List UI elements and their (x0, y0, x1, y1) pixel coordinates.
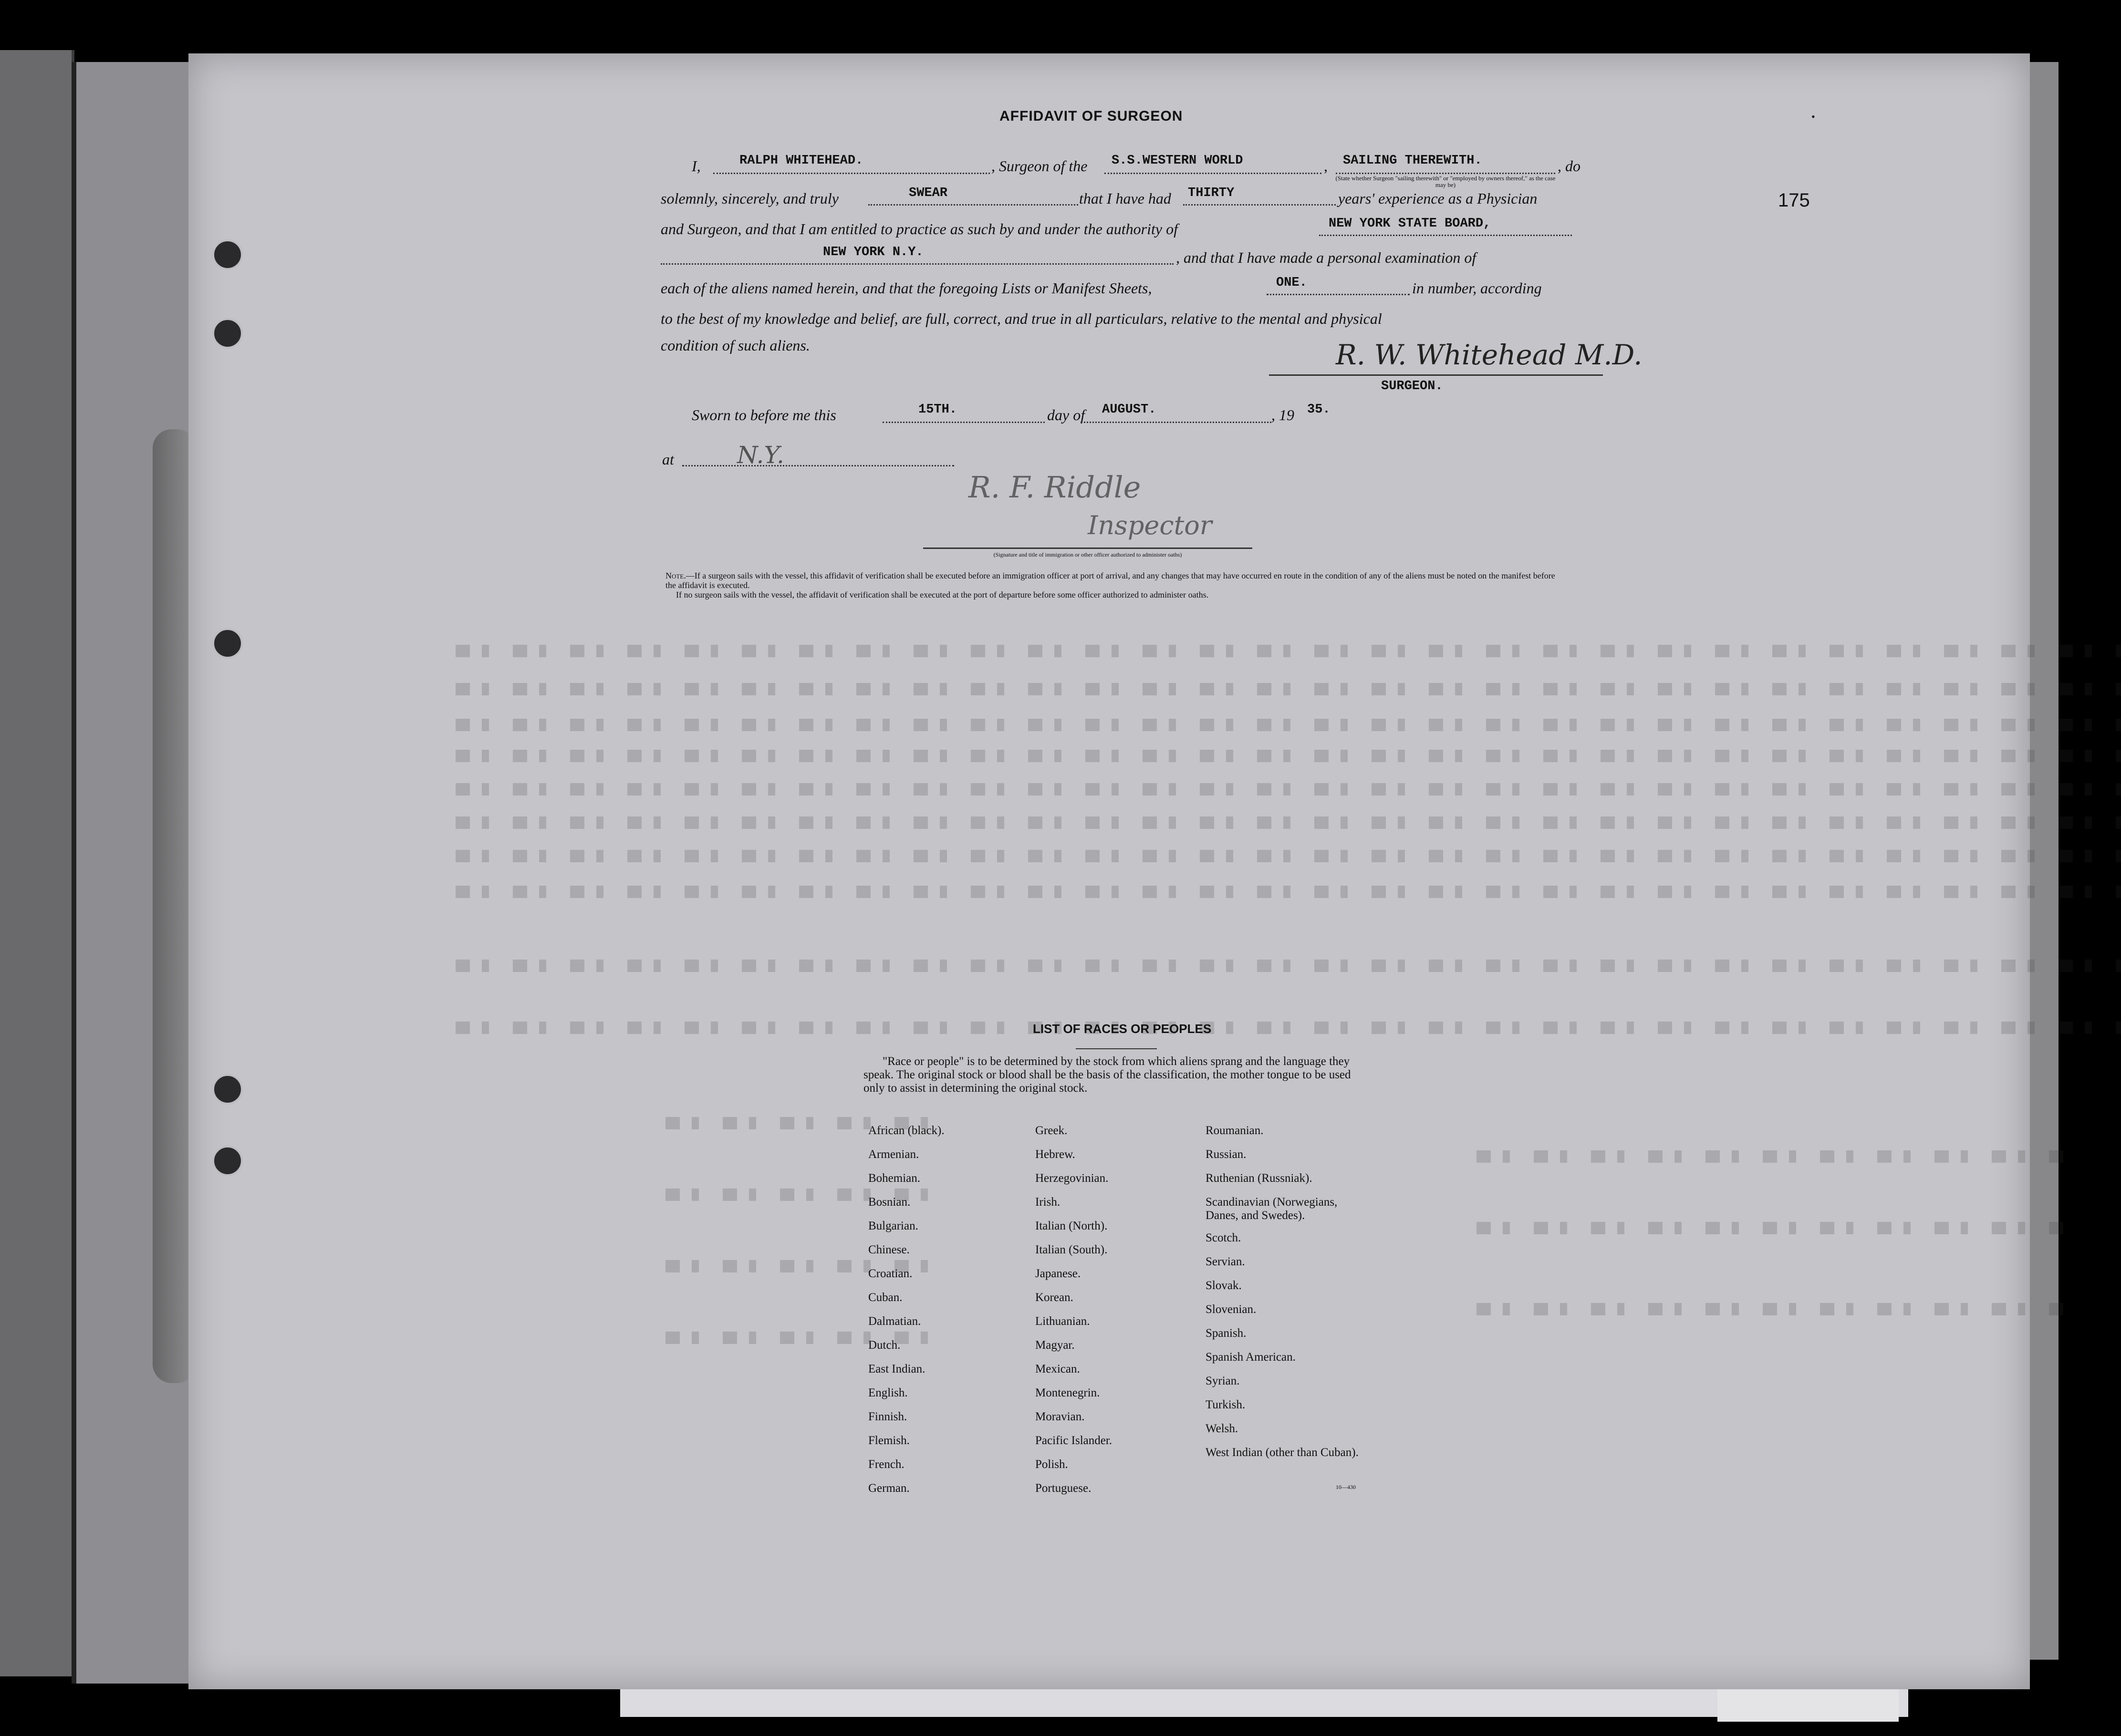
races-title: LIST OF RACES OR PEOPLES (1033, 1022, 1212, 1036)
race-item: Irish. (1035, 1196, 1060, 1209)
punch-hole (212, 239, 243, 270)
race-item: Armenian. (868, 1148, 919, 1161)
line7: condition of such aliens. (661, 337, 810, 354)
bleed-through-row (456, 960, 2121, 972)
race-item: Finnish. (868, 1410, 907, 1423)
note-lead: Note. (665, 571, 686, 580)
race-item: Bohemian. (868, 1172, 921, 1185)
race-item: Polish. (1035, 1458, 1068, 1471)
race-item: French. (868, 1458, 905, 1471)
line2-prefix: solemnly, sincerely, and truly (661, 190, 839, 207)
surgeon-name-line (713, 173, 990, 174)
binder-strip (0, 50, 74, 1676)
race-item: Turkish. (1206, 1398, 1246, 1411)
race-item: Pacific Islander. (1035, 1434, 1112, 1447)
status-value: SAILING THEREWITH. (1343, 154, 1482, 168)
authority-line (1319, 235, 1572, 236)
year-value: 35. (1307, 403, 1331, 417)
line5-suffix: in number, according (1412, 279, 1542, 297)
bleed-through-row (456, 683, 2121, 695)
race-item: Scotch. (1206, 1231, 1241, 1244)
race-item: Syrian. (1206, 1374, 1240, 1387)
race-item: Japanese. (1035, 1267, 1081, 1280)
race-item: Slovak. (1206, 1279, 1242, 1292)
punch-hole (212, 628, 243, 659)
line2-suffix: years' experience as a Physician (1338, 190, 1538, 207)
authority-value: NEW YORK STATE BOARD, (1329, 217, 1491, 231)
race-item: Montenegrin. (1035, 1386, 1100, 1399)
signature-line (1269, 374, 1603, 376)
oath-value: SWEAR (909, 186, 948, 200)
status-note: (State whether Surgeon "sailing therewith" or "employed by owners thereof," as the case may be) (1335, 175, 1556, 188)
years-line (1183, 204, 1336, 206)
bleed-through-row (456, 719, 2121, 731)
race-item: Dalmatian. (868, 1315, 921, 1328)
at-place-handwritten: N.Y. (737, 441, 784, 469)
race-item: West Indian (other than Cuban). (1206, 1446, 1359, 1459)
race-item: Korean. (1035, 1291, 1073, 1304)
races-title-rule (1076, 1048, 1157, 1049)
line1-prefix: I, (692, 157, 701, 175)
race-item: Mexican. (1035, 1363, 1080, 1375)
surgeon-of-label: , Surgeon of the (991, 157, 1088, 175)
bleed-through-row (456, 886, 2121, 898)
line5-prefix: each of the aliens named herein, and that the foregoing Lists or Manifest Sheets, (661, 279, 1152, 297)
sheets-line (1267, 294, 1410, 295)
race-item: Roumanian. (1206, 1124, 1264, 1137)
race-item: Welsh. (1206, 1422, 1238, 1435)
sheets-value: ONE. (1276, 276, 1307, 290)
race-item: Hebrew. (1035, 1148, 1075, 1161)
race-item: German. (868, 1482, 910, 1495)
vessel-line (1104, 173, 1321, 174)
place-value: NEW YORK N.Y. (823, 245, 924, 259)
line3-prefix: and Surgeon, and that I am entitled to practice as such by and under the authority of (661, 220, 1178, 238)
oath-line (868, 204, 1078, 206)
bleed-through-row (456, 645, 2121, 657)
race-item: Servian. (1206, 1255, 1245, 1268)
race-item: Bulgarian. (868, 1219, 918, 1232)
race-item: Herzegovinian. (1035, 1172, 1109, 1185)
bleed-through-row (1476, 1150, 2073, 1163)
race-item: Cuban. (868, 1291, 903, 1304)
race-item: Slovenian. (1206, 1303, 1257, 1316)
race-item: East Indian. (868, 1363, 925, 1375)
race-item: Italian (North). (1035, 1219, 1108, 1232)
race-item: Bosnian. (868, 1196, 911, 1209)
line4-suffix: , and that I have made a personal examination of (1176, 249, 1476, 266)
at-label: at (662, 451, 674, 468)
year-prefix: , 19 (1271, 406, 1294, 424)
race-item: Lithuanian. (1035, 1315, 1090, 1328)
race-item: Magyar. (1035, 1339, 1075, 1352)
bleed-through-row (456, 1022, 2121, 1034)
line2-mid: that I have had (1079, 190, 1171, 207)
line6: to the best of my knowledge and belief, are full, correct, and true in all particulars, relative to the mental and physical (661, 310, 1382, 327)
bleed-through-row (1476, 1222, 2073, 1234)
status-line (1336, 173, 1555, 174)
surgeon-label: SURGEON. (1381, 379, 1443, 393)
vessel-value: S.S.WESTERN WORLD (1112, 154, 1243, 168)
race-item: Italian (South). (1035, 1243, 1108, 1256)
race-item: Ruthenian (Russniak). (1206, 1172, 1312, 1185)
race-item: Flemish. (868, 1434, 910, 1447)
bleed-through-row (456, 783, 2121, 796)
race-item: Scandinavian (Norwegians, Danes, and Swedes). (1206, 1196, 1338, 1222)
note-text-2: If no surgeon sails with the vessel, the affidavit of verification shall be executed at the port of departure before some officer authorized to administer oaths. (676, 590, 1209, 599)
race-item: Croatian. (868, 1267, 913, 1280)
race-item: Moravian. (1035, 1410, 1085, 1423)
affidavit-note (665, 571, 1567, 599)
month-line (1081, 422, 1271, 423)
form-number: 10—430 (1336, 1484, 1356, 1490)
page-number: 175 (1778, 190, 1810, 211)
race-item: Spanish American. (1206, 1351, 1296, 1364)
officer-title: Inspector (1088, 510, 1212, 540)
punch-hole (212, 318, 243, 349)
races-intro: "Race or people" is to be determined by the stock from which aliens sprang and the language they speak. The original stock or blood shall be the basis of the classification, the mother tongue to be used only to assist in determining the original stock. (863, 1055, 1351, 1095)
race-item: Spanish. (1206, 1327, 1247, 1340)
bleed-through-row (1476, 1303, 2073, 1315)
surgeon-signature: R. W. Whitehead M.D. (1336, 339, 1643, 371)
race-item: Russian. (1206, 1148, 1247, 1161)
month-value: AUGUST. (1102, 403, 1156, 417)
day-of-label: day of (1047, 406, 1085, 424)
day-line (883, 422, 1045, 423)
race-item: Dutch. (868, 1339, 901, 1352)
affidavit-title: AFFIDAVIT OF SURGEON (999, 108, 1183, 124)
surgeon-name-value: RALPH WHITEHEAD. (739, 154, 863, 168)
vessel-comma: , (1324, 157, 1328, 175)
at-line (682, 465, 954, 466)
officer-caption: (Signature and title of immigration or other officer authorized to administer oaths) (993, 551, 1182, 558)
day-value: 15TH. (918, 403, 957, 417)
race-item: English. (868, 1386, 908, 1399)
race-item: Portuguese. (1035, 1482, 1092, 1495)
officer-signature-line (923, 548, 1252, 549)
sworn-prefix: Sworn to before me this (692, 406, 836, 424)
note-text-1: —If a surgeon sails with the vessel, this affidavit of verification shall be executed before an immigration officer at port of arrival, and any changes that may have occurred en route in the condition of any of the aliens must be noted on the manifest before the affidavit is executed. (665, 571, 1555, 590)
bleed-through-row (456, 750, 2121, 762)
line1-suffix: , do (1558, 157, 1580, 175)
officer-signature: R. F. Riddle (968, 470, 1141, 505)
race-item: Chinese. (868, 1243, 910, 1256)
punch-hole (212, 1074, 243, 1105)
place-line (661, 263, 1174, 265)
race-item: Greek. (1035, 1124, 1068, 1137)
race-item: African (black). (868, 1124, 945, 1137)
bleed-through-row (456, 850, 2121, 862)
years-value: THIRTY (1188, 186, 1235, 200)
corner-mark: • (1811, 111, 1815, 123)
punch-hole (212, 1146, 243, 1176)
bleed-through-row (456, 816, 2121, 829)
